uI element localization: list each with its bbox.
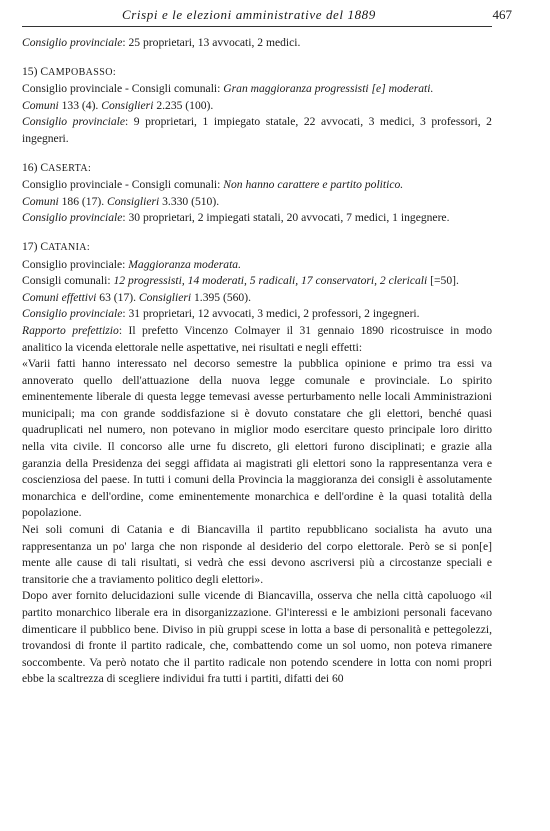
comuni-label: Comuni effettivi bbox=[22, 290, 97, 304]
section-name: ASERTA: bbox=[48, 162, 92, 174]
counts-line bbox=[22, 98, 492, 115]
intro-line bbox=[22, 35, 492, 52]
consiglieri-value: 2.235 (100). bbox=[153, 98, 214, 112]
section-caserta bbox=[22, 160, 492, 227]
section-catania bbox=[22, 239, 492, 688]
section-heading bbox=[22, 64, 492, 82]
counts-line bbox=[22, 290, 492, 307]
section-number: 16) bbox=[22, 160, 38, 174]
report-quote-paragraph-1: «Varii fatti hanno interessato nel decorso semestre la pubblica opinione e primo tra essi va annoverato quello dell'attuazione della nuova legge comunale e provinciale. Lo spirito eminentemente liberale di questa legge temevasi avesse perturbamento nelle locali Amministrazioni municipali; ma con grande soddisfazione si è dovuto constatare che gli elettori, benché quasi quadruplicati nel numero, non potevano in miglior modo esercitare questo principale loro diritto nella vita civile. Il concorso alle urne fu discreto, gli elettori furono disciplinati; e grazie alla garanzia della Presidenza dei seggi affidata ai magistrati gli elettori sono la rappresentanza vera e coscienziosa del paese. In tutti i comuni della Provincia la maggioranza dei consigli è assolutamente monarchica e dell'ordine, come eminentemente monarchica e dell'ordine è la quasi totalità della popolazione. bbox=[22, 357, 492, 520]
provincial-majority-line bbox=[22, 257, 492, 274]
councils-line bbox=[22, 81, 492, 98]
provincial-council-label: Consiglio provinciale bbox=[22, 115, 126, 129]
section-initial: C bbox=[40, 239, 49, 253]
provincial-council-text: : 31 proprietari, 12 avvocati, 3 medici, 2 professori, 2 ingegneri. bbox=[122, 307, 420, 321]
report-commentary: Dopo aver fornito delucidazioni sulle vicende di Biancavilla, osserva che nella città capoluogo «il partito monarchico liberale era in disorganizzazione. Gl'interessi e le ambizioni personali facevano dimenticare il pubblico bene. Diviso in più gruppi scese in lotta a base di personalità e pettegolezzi, trovandosi di fronte il partito radicale, che, combattendo come un sol uomo, non poteva rimanere soccombente. Va però notato che il partito radicale non potendo scendere in lotta con nomi propri ebbe la scaltrezza di scegliere individui fra tutti i partiti, difatti dei 60 bbox=[22, 589, 492, 686]
section-name: AMPOBASSO: bbox=[48, 66, 117, 78]
councils-line bbox=[22, 273, 492, 290]
councils-composition: Gran maggioranza progressisti [e] moderati. bbox=[223, 82, 434, 96]
councils-composition: 12 progressisti, 14 moderati, 5 radicali, 17 conservatori, 2 clericali bbox=[113, 274, 428, 288]
councils-label: Consiglio provinciale - Consigli comunali: bbox=[22, 178, 224, 192]
running-title: Crispi e le elezioni amministrative del 1889 bbox=[122, 7, 376, 22]
provincial-council-text: : 30 proprietari, 2 impiegati statali, 20 avvocati, 7 medici, 1 ingegnere. bbox=[122, 211, 450, 225]
consiglieri-label: Consiglieri bbox=[138, 290, 192, 304]
consiglieri-label: Consiglieri bbox=[107, 194, 160, 208]
section-heading bbox=[22, 239, 492, 257]
comuni-label: Comuni bbox=[22, 194, 59, 208]
provincial-council-text: : 9 proprietari, 1 impiegato statale, 22 avvocati, 3 medici, 3 professori, 2 ingegneri. bbox=[22, 115, 492, 145]
section-initial: C bbox=[40, 160, 49, 174]
provincial-majority-value: Maggioranza moderata. bbox=[128, 257, 241, 271]
provincial-council-label: Consiglio provinciale bbox=[22, 211, 123, 225]
consiglieri-value: 1.395 (560). bbox=[191, 290, 251, 304]
running-header bbox=[22, 6, 512, 27]
section-number: 15) bbox=[22, 64, 38, 78]
councils-label: Consiglio provinciale - Consigli comunali: bbox=[22, 82, 224, 96]
provincial-majority-label: Consiglio provinciale: bbox=[22, 257, 129, 271]
section-initial: C bbox=[40, 64, 49, 78]
section-name: ATANIA: bbox=[48, 241, 91, 253]
comuni-value: 186 (17). bbox=[58, 194, 108, 208]
provincial-council-label: Consiglio provinciale bbox=[22, 307, 123, 321]
provincial-council-line bbox=[22, 114, 492, 147]
provincial-council-line bbox=[22, 306, 492, 323]
counts-line bbox=[22, 194, 492, 211]
report-intro-text: : Il prefetto Vincenzo Colmayer il 31 gennaio 1890 ricostruisce in modo analitico la vicenda elettorale nelle aspettative, nei risultati e negli effetti: bbox=[22, 323, 492, 354]
document-page bbox=[22, 6, 512, 688]
section-heading bbox=[22, 160, 492, 178]
consiglieri-value: 3.330 (510). bbox=[159, 194, 220, 208]
section-campobasso bbox=[22, 64, 492, 148]
provincial-council-line bbox=[22, 210, 492, 227]
report-intro bbox=[22, 323, 492, 356]
section-number: 17) bbox=[22, 239, 38, 253]
comuni-value: 133 (4). bbox=[58, 98, 102, 112]
intro-label: Consiglio provinciale bbox=[22, 36, 123, 49]
councils-composition: Non hanno carattere e partito politico. bbox=[223, 178, 404, 192]
councils-line bbox=[22, 177, 492, 194]
report-quote-paragraph-2: Nei soli comuni di Catania e di Biancavilla il partito repubblicano socialista ha avuto una rappresentanza un po' larga che non risponde al desiderio del corpo elettorale. Però se si pon[e] mente alle cause di tali risultati, si vedrà che essi devono ascriversi più a circostanze speciali e transitorie che a traviamento politico degli elettori». bbox=[22, 523, 492, 586]
councils-total: [=50]. bbox=[427, 274, 459, 288]
intro-text: : 25 proprietari, 13 avvocati, 2 medici. bbox=[122, 36, 301, 49]
councils-label: Consigli comunali: bbox=[22, 274, 114, 288]
consiglieri-label: Consiglieri bbox=[101, 98, 154, 112]
report-label: Rapporto prefettizio bbox=[22, 323, 119, 337]
page-number: 467 bbox=[492, 7, 512, 22]
comuni-label: Comuni bbox=[22, 98, 59, 112]
comuni-value: 63 (17). bbox=[96, 290, 139, 304]
